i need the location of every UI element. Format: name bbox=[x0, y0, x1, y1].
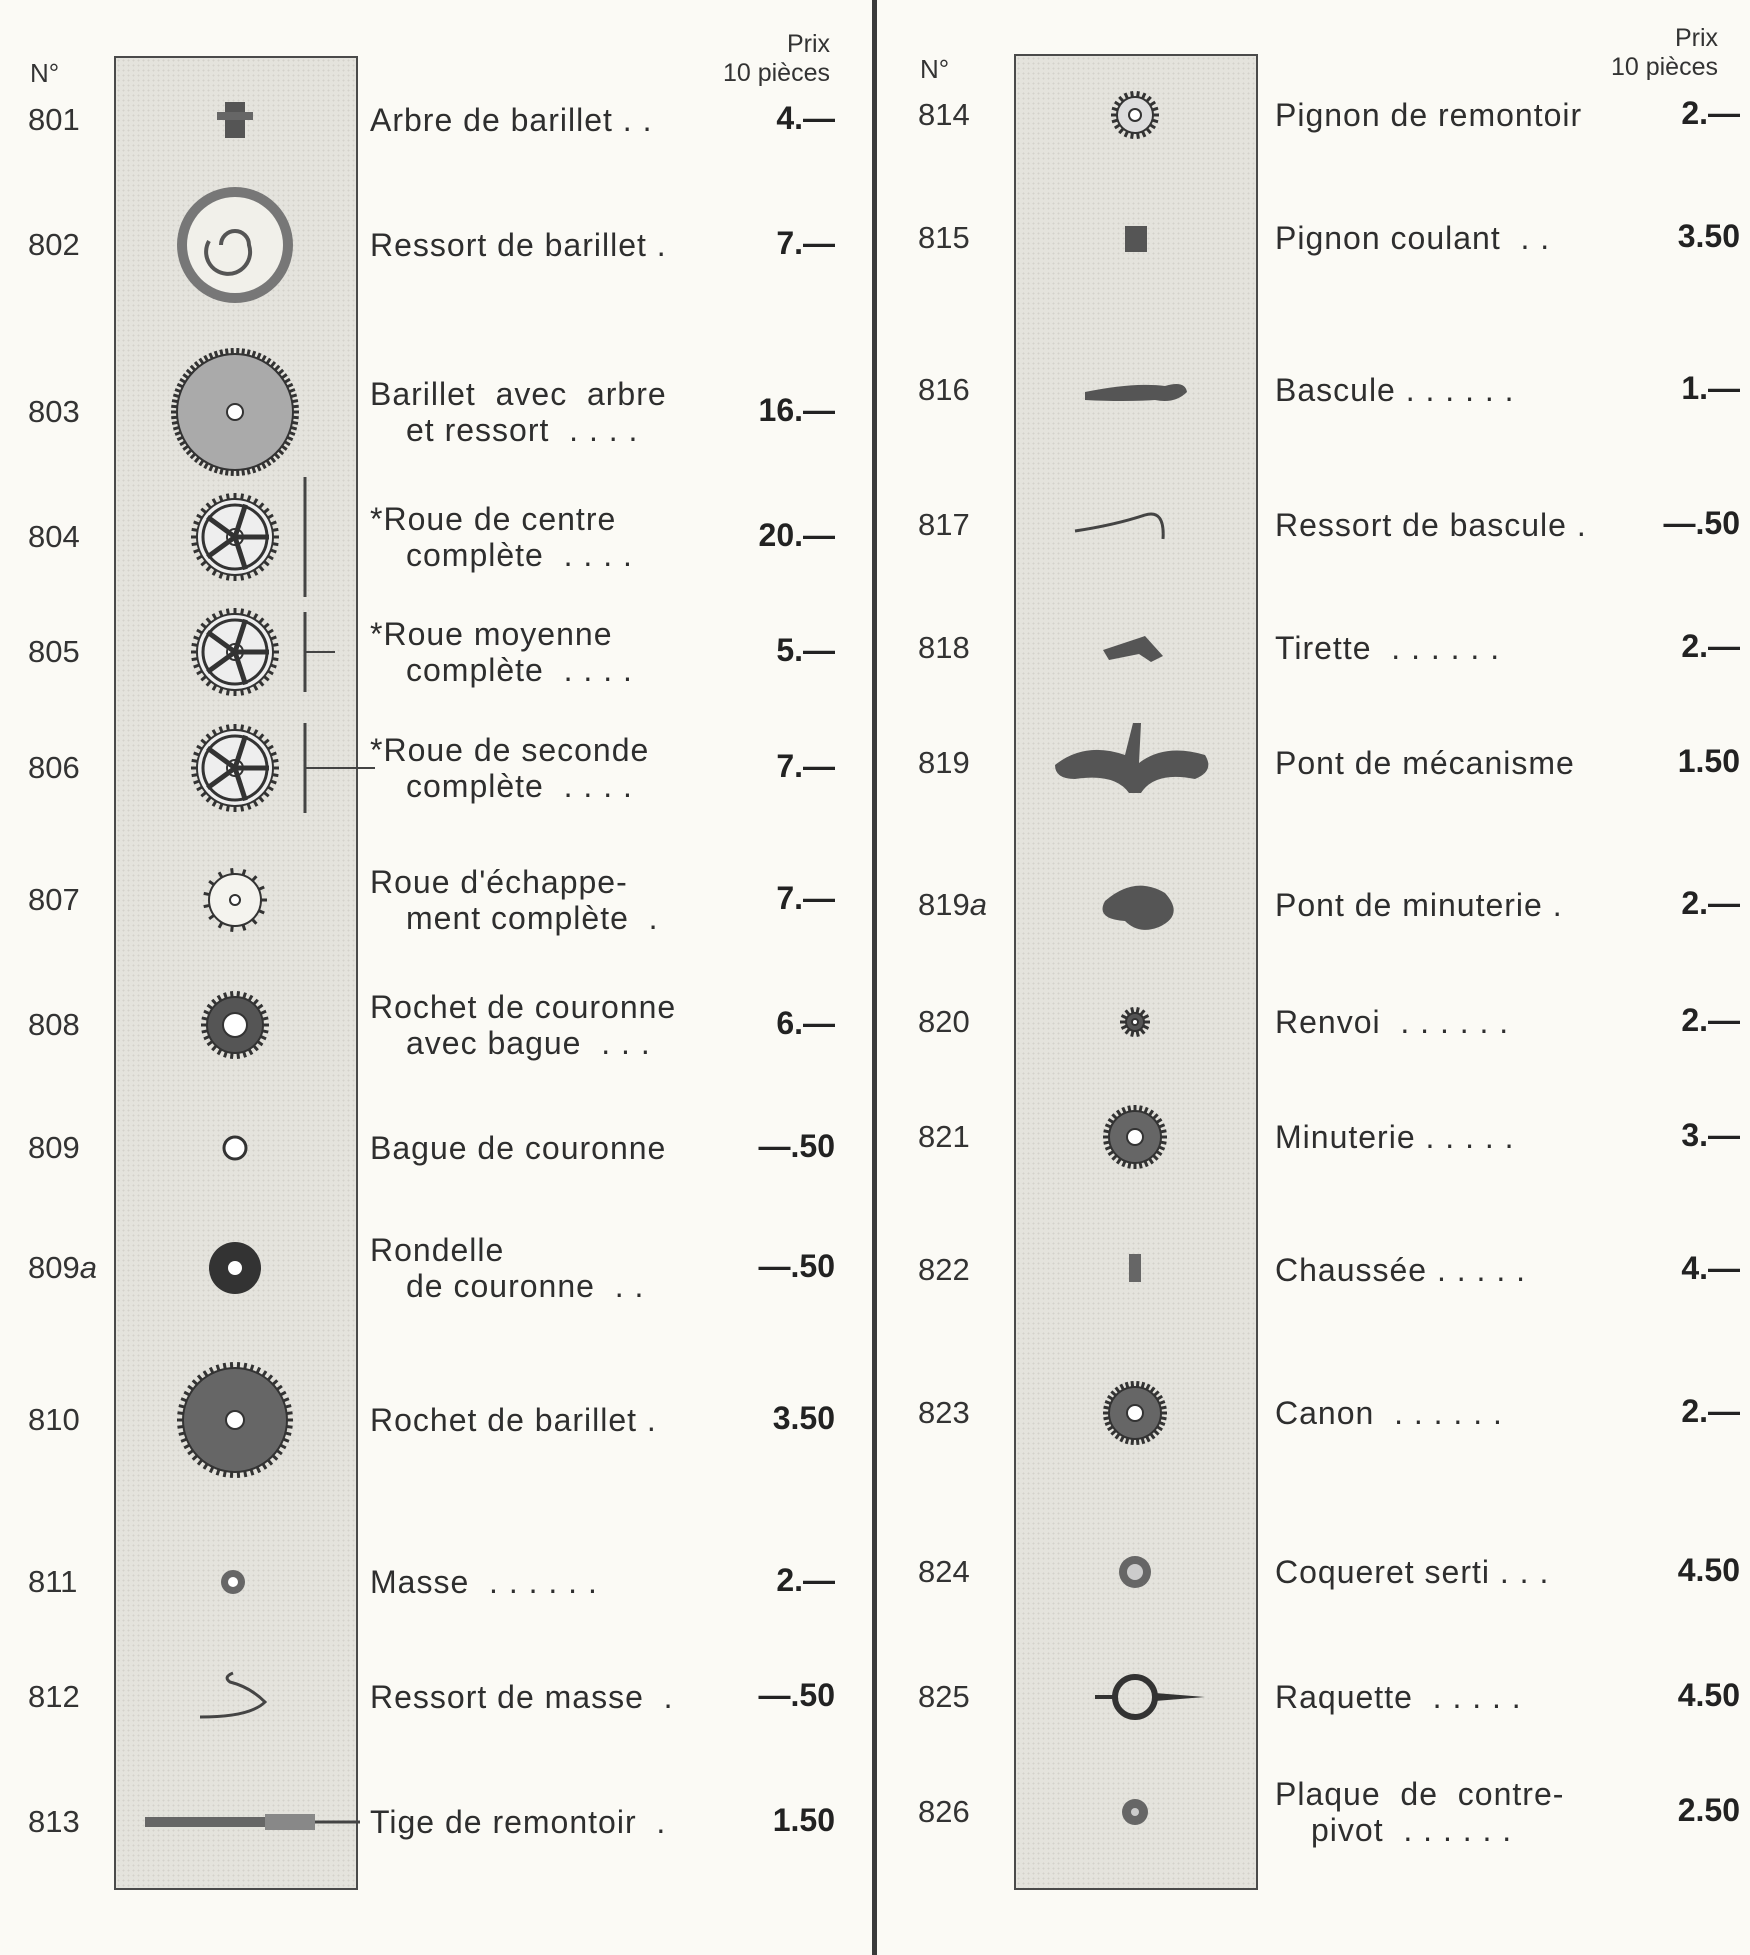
part-name-line2: de couronne . . bbox=[406, 1268, 645, 1304]
part-number: 808 bbox=[28, 1007, 80, 1042]
part-number: 809 bbox=[28, 1130, 80, 1165]
keyless-bridge-icon bbox=[1055, 693, 1215, 833]
part-number: 807 bbox=[28, 882, 80, 917]
part-name bbox=[1275, 887, 1563, 923]
part-price: 4.— bbox=[1681, 1250, 1740, 1286]
ratchet-wheel-icon bbox=[155, 1350, 315, 1490]
price-header bbox=[660, 30, 830, 88]
part-number: 811 bbox=[28, 1564, 78, 1599]
part-price: 16.— bbox=[758, 392, 835, 428]
part-number: 826 bbox=[918, 1794, 970, 1829]
part-number: 818 bbox=[918, 630, 970, 665]
part-name-line1: Bascule . . . . . . bbox=[1275, 372, 1515, 408]
crown-wheel-icon bbox=[155, 955, 315, 1095]
part-number: 820 bbox=[918, 1004, 970, 1039]
price-header-line1: Prix bbox=[786, 30, 830, 58]
part-name-line1: Masse . . . . . . bbox=[370, 1564, 598, 1600]
part-price: 2.— bbox=[1681, 95, 1740, 131]
part-name bbox=[370, 864, 659, 936]
part-number: 803 bbox=[28, 394, 80, 429]
part-name bbox=[370, 989, 676, 1061]
part-name-line1: Arbre de barillet . . bbox=[370, 102, 653, 138]
right-column bbox=[880, 0, 1750, 1955]
part-name bbox=[370, 1564, 598, 1600]
part-price: 2.— bbox=[1681, 628, 1740, 664]
part-number: 801 bbox=[28, 102, 80, 137]
part-name bbox=[1275, 1119, 1515, 1155]
part-price: 3.50 bbox=[772, 1400, 835, 1436]
part-number: 819a bbox=[918, 887, 987, 922]
part-price: 2.50 bbox=[1677, 1792, 1740, 1828]
part-name-line1: Pont de minuterie . bbox=[1275, 887, 1563, 923]
part-name-line1: Raquette . . . . . bbox=[1275, 1679, 1522, 1715]
winding-stem-icon bbox=[155, 1752, 315, 1892]
part-name bbox=[1275, 1679, 1522, 1715]
part-price: 2.— bbox=[776, 1562, 835, 1598]
part-name bbox=[370, 227, 667, 263]
part-name-line1: Pont de mécanisme bbox=[1275, 745, 1575, 781]
part-number: 822 bbox=[918, 1252, 970, 1287]
part-price: 3.50 bbox=[1677, 218, 1740, 254]
hour-wheel-icon bbox=[1055, 1343, 1215, 1483]
jewel-cap-icon bbox=[1055, 1502, 1215, 1642]
barrel-icon bbox=[155, 342, 315, 482]
price-header-line1: Prix bbox=[1674, 24, 1718, 52]
winding-pinion-icon bbox=[1055, 45, 1215, 185]
escape-wheel-icon bbox=[155, 830, 315, 970]
part-number: 814 bbox=[918, 97, 970, 132]
part-price: 20.— bbox=[758, 517, 835, 553]
part-price: —.50 bbox=[758, 1128, 835, 1164]
sliding-pinion-icon bbox=[1055, 168, 1215, 308]
part-name-line1: Roue d'échappe- bbox=[370, 864, 628, 900]
number-header: N° bbox=[920, 54, 950, 84]
part-name-line2: complète . . . . bbox=[406, 537, 633, 573]
part-number: 823 bbox=[918, 1395, 970, 1430]
part-name bbox=[1275, 1776, 1564, 1848]
part-name-line1: Pignon coulant . . bbox=[1275, 220, 1551, 256]
part-name bbox=[370, 376, 667, 448]
part-price: 7.— bbox=[776, 748, 835, 784]
part-price: 2.— bbox=[1681, 1393, 1740, 1429]
part-number: 813 bbox=[28, 1804, 80, 1839]
part-number: 809a bbox=[28, 1250, 97, 1285]
part-name-line1: Chaussée . . . . . bbox=[1275, 1252, 1526, 1288]
part-name-line1: *Roue moyenne bbox=[370, 616, 613, 652]
mainspring-icon bbox=[155, 175, 315, 315]
part-name-line1: Pignon de remontoir bbox=[1275, 97, 1583, 133]
part-number: 810 bbox=[28, 1402, 80, 1437]
part-name bbox=[370, 1804, 666, 1840]
part-price: —.50 bbox=[1663, 505, 1740, 541]
part-name-line1: Minuterie . . . . . bbox=[1275, 1119, 1515, 1155]
yoke-icon bbox=[1055, 320, 1215, 460]
part-number: 824 bbox=[918, 1554, 970, 1589]
part-name-line2: ment complète . bbox=[406, 900, 659, 936]
part-number: 805 bbox=[28, 634, 80, 669]
part-name-line1: Tige de remontoir . bbox=[370, 1804, 667, 1840]
part-name-line1: Renvoi . . . . . . bbox=[1275, 1004, 1510, 1040]
mass-spring-icon bbox=[155, 1627, 315, 1767]
price-header-line2: 10 pièces bbox=[1610, 53, 1718, 81]
part-number: 821 bbox=[918, 1119, 970, 1154]
number-header: N° bbox=[30, 58, 60, 88]
part-name bbox=[1275, 745, 1575, 781]
part-name bbox=[1275, 97, 1582, 133]
price-header-line2: 10 pièces bbox=[722, 59, 830, 87]
part-number: 802 bbox=[28, 227, 80, 262]
part-number: 812 bbox=[28, 1679, 80, 1714]
part-name-line1: Canon . . . . . . bbox=[1275, 1395, 1503, 1431]
part-name-line2: pivot . . . . . . bbox=[1311, 1812, 1513, 1848]
part-name-line1: *Roue de centre bbox=[370, 501, 617, 537]
minute-wheel-icon bbox=[1055, 1067, 1215, 1207]
column-divider bbox=[872, 0, 877, 1955]
part-name-line1: Rondelle bbox=[370, 1232, 505, 1268]
crown-washer-icon bbox=[155, 1198, 315, 1338]
part-name-line1: Barillet avec arbre bbox=[370, 376, 667, 412]
part-name-line1: Ressort de bascule . bbox=[1275, 507, 1587, 543]
part-price: —.50 bbox=[758, 1677, 835, 1713]
price-header bbox=[1540, 24, 1718, 82]
part-price: —.50 bbox=[758, 1248, 835, 1284]
part-name bbox=[370, 102, 652, 138]
part-price: 6.— bbox=[776, 1005, 835, 1041]
part-name bbox=[1275, 1554, 1549, 1590]
part-name-line1: Ressort de barillet . bbox=[370, 227, 667, 263]
part-name bbox=[370, 1679, 674, 1715]
part-name-line1: Rochet de couronne bbox=[370, 989, 677, 1025]
part-number: 817 bbox=[918, 507, 970, 542]
part-number: 806 bbox=[28, 750, 80, 785]
part-name-line1: Rochet de barillet . bbox=[370, 1402, 657, 1438]
part-name-line1: Plaque de contre- bbox=[1275, 1776, 1565, 1812]
part-name bbox=[1275, 220, 1550, 256]
crown-ring-icon bbox=[155, 1078, 315, 1218]
part-name bbox=[370, 1232, 644, 1304]
part-price: 4.50 bbox=[1677, 1552, 1740, 1588]
part-name-line1: Bague de couronne bbox=[370, 1130, 667, 1166]
part-name-line2: et ressort . . . . bbox=[406, 412, 639, 448]
part-price: 1.50 bbox=[772, 1802, 835, 1838]
cannon-pinion-icon bbox=[1055, 1200, 1215, 1340]
part-name bbox=[1275, 507, 1587, 543]
part-name bbox=[1275, 1004, 1509, 1040]
yoke-spring-icon bbox=[1055, 455, 1215, 595]
part-name bbox=[370, 1130, 666, 1166]
part-price: 7.— bbox=[776, 880, 835, 916]
part-number: 815 bbox=[918, 220, 970, 255]
barrel-arbor-icon bbox=[155, 50, 315, 190]
part-name-line1: Coqueret serti . . . bbox=[1275, 1554, 1550, 1590]
part-name-line2: avec bague . . . bbox=[406, 1025, 651, 1061]
left-column bbox=[0, 0, 872, 1955]
part-name bbox=[1275, 1252, 1526, 1288]
part-name-line2: complète . . . . bbox=[406, 768, 633, 804]
part-name bbox=[1275, 1395, 1503, 1431]
part-name bbox=[370, 1402, 657, 1438]
seconds-wheel-icon bbox=[155, 698, 315, 838]
part-price: 7.— bbox=[776, 225, 835, 261]
part-name bbox=[370, 616, 633, 688]
part-number: 816 bbox=[918, 372, 970, 407]
part-name-line1: Tirette . . . . . . bbox=[1275, 630, 1501, 666]
endstone-plate-icon bbox=[1055, 1742, 1215, 1882]
part-number: 819 bbox=[918, 745, 970, 780]
part-name bbox=[370, 732, 649, 804]
part-number: 825 bbox=[918, 1679, 970, 1714]
part-name-line1: *Roue de seconde bbox=[370, 732, 650, 768]
part-price: 2.— bbox=[1681, 1002, 1740, 1038]
part-name bbox=[370, 501, 633, 573]
part-name bbox=[1275, 630, 1500, 666]
part-name-line1: Ressort de masse . bbox=[370, 1679, 674, 1715]
part-name-line2: complète . . . . bbox=[406, 652, 633, 688]
part-price: 5.— bbox=[776, 632, 835, 668]
part-price: 4.50 bbox=[1677, 1677, 1740, 1713]
part-name bbox=[1275, 372, 1515, 408]
part-price: 1.— bbox=[1681, 370, 1740, 406]
part-price: 2.— bbox=[1681, 885, 1740, 921]
part-price: 3.— bbox=[1681, 1117, 1740, 1153]
part-number: 804 bbox=[28, 519, 80, 554]
part-price: 4.— bbox=[776, 100, 835, 136]
part-price: 1.50 bbox=[1677, 743, 1740, 779]
